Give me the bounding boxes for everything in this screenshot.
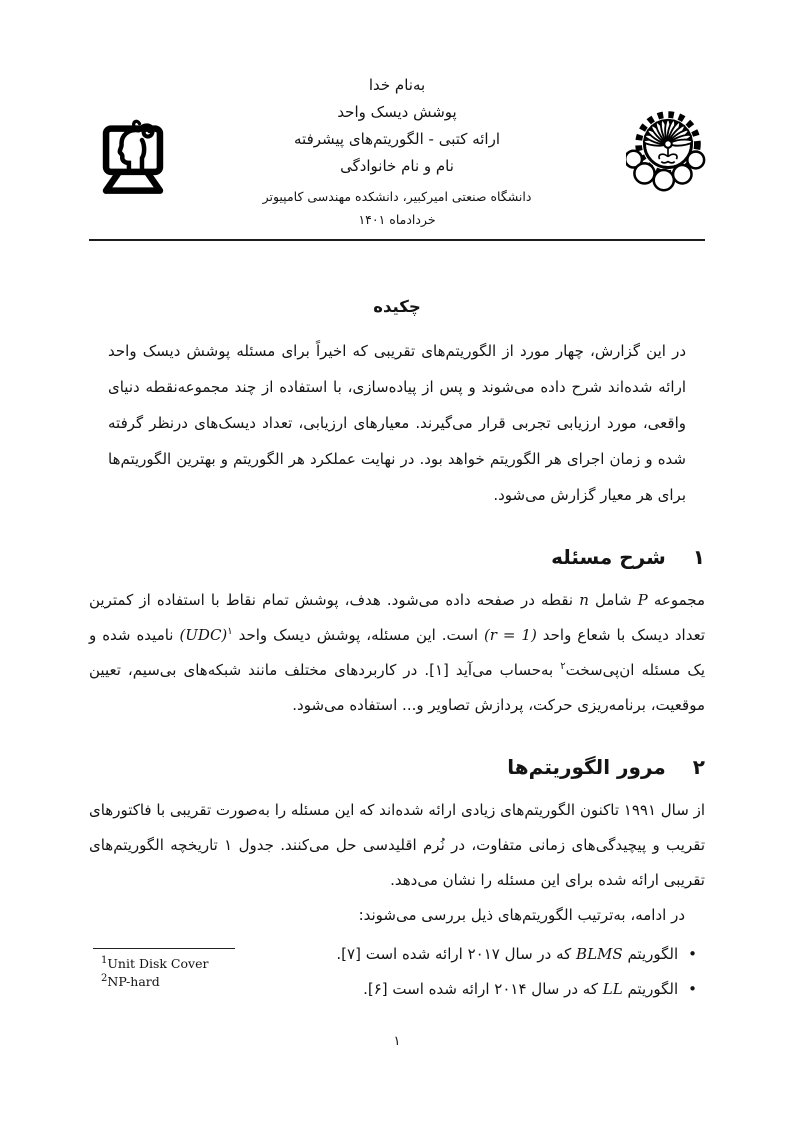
text-segment: نامیده شده و یک مسئله ان‌پی‌سخت — [89, 626, 705, 679]
list-intro-paragraph: در ادامه، به‌ترتیب الگوریتم‌های ذیل بررسی می‌شوند: — [358, 906, 685, 924]
header-rule — [89, 239, 705, 241]
report-title: پوشش دیسک واحد — [337, 103, 457, 121]
math-P: P — [637, 591, 648, 609]
bullet-icon: • — [688, 945, 697, 963]
abstract-paragraph: در این گزارش، چهار مورد از الگوریتم‌های تقریبی که اخیراً برای مسئله پوشش دیسک واحد ارائه شده‌اند شرح داده می‌شوند و پس از پیاده‌سازی، با استفاده از چند مجموعه‌نقطه دنیای واقعی، مورد ارزیابی تجربی قرار می‌گیرند. معیارهای ارزیابی، تعداد دیسک‌های درنظر گرفته شده و زمان اجرای هر الگوریتم خواهد بود. در نهایت عملکرد هر الگوریتم و بهترین الگوریتم‌ها برای هر معیار گزارش می‌شود. — [108, 342, 686, 504]
course-line: ارائه کتبی - الگوریتم‌های پیشرفته — [294, 130, 500, 148]
date-line: خردادماه ۱۴۰۱ — [358, 212, 436, 227]
math-n: n — [579, 591, 589, 609]
section-1-heading — [89, 543, 705, 571]
text-segment: که در سال ۲۰۱۷ ارائه شده است [۷]. — [336, 945, 577, 963]
math-r-equals-1: (r = 1) — [483, 626, 537, 644]
footnotes — [93, 948, 413, 990]
abstract-heading: چکیده — [373, 297, 421, 316]
footnote-2 — [93, 973, 413, 991]
computer-engineering-logo — [92, 118, 174, 202]
section-1-title: شرح مسئله — [551, 545, 666, 569]
footnote-ref-2: ۲ — [560, 661, 566, 672]
text-segment: الگوریتم — [622, 980, 679, 998]
amirkabir-university-emblem — [626, 106, 710, 207]
text-segment: شامل — [588, 591, 638, 609]
footnote-2-mark: 2 — [101, 972, 108, 984]
author-line: نام و نام خانوادگی — [340, 157, 454, 175]
section-2-paragraph: از سال ۱۹۹۱ تاکنون الگوریتم‌های زیادی ارائه شده‌اند که این مسئله را به‌صورت تقریبی با فاکتورهای تقریب و پیچیدگی‌های زمانی متفاوت، در نُرم اقلیدسی حل می‌کنند. جدول ۱ تاریخچه الگوریتم‌های تقریبی ارائه شده برای این مسئله را نشان می‌دهد. — [88, 801, 705, 889]
text-segment: الگوریتم — [622, 945, 679, 963]
section-2-title: مرور الگوریتم‌ها — [507, 755, 666, 779]
text-segment: که در سال ۲۰۱۴ ارائه شده است [۶]. — [363, 980, 603, 998]
math-UDC: (UDC) — [179, 626, 228, 644]
section-2-number: ۲ — [692, 755, 705, 779]
affiliation-line: دانشگاه صنعتی امیرکبیر، دانشکده مهندسی کامپیوتر — [262, 189, 532, 204]
university-emblem-icon — [626, 106, 710, 203]
footnote-2-text: NP-hard — [107, 973, 160, 989]
text-segment: است. این مسئله، پوشش دیسک واحد — [232, 626, 484, 644]
footnote-rule — [93, 948, 235, 949]
math-BLMS: BLMS — [576, 945, 623, 963]
computer-head-logo-icon — [92, 118, 174, 198]
footnote-1-text: Unit Disk Cover — [107, 956, 209, 971]
math-LL: LL — [602, 980, 623, 998]
invocation-line: به‌نام خدا — [368, 76, 426, 94]
footnote-1-mark: 1 — [101, 954, 108, 966]
section-1-paragraph — [89, 583, 705, 723]
footnote-ref-1: ۱ — [227, 626, 233, 637]
text-segment: مجموعه — [647, 591, 706, 609]
section-2-heading — [89, 753, 705, 781]
footnote-1 — [93, 955, 413, 973]
text-segment: نقطه در صفحه داده می‌شود. هدف، پوشش تمام نقاط با استفاده از کمترین تعداد دیسک با شعاع واحد — [89, 591, 705, 644]
section-1-number: ۱ — [692, 545, 705, 569]
page-number: ۱ — [393, 1034, 401, 1049]
bullet-icon: • — [688, 980, 697, 998]
text-segment: به‌حساب می‌آید [۱]. در کاربردهای مختلف مانند شبکه‌های بی‌سیم، تعیین موقعیت، برنامه‌ریزی حرکت، پردازش تصاویر و... استفاده می‌شود. — [89, 661, 705, 714]
